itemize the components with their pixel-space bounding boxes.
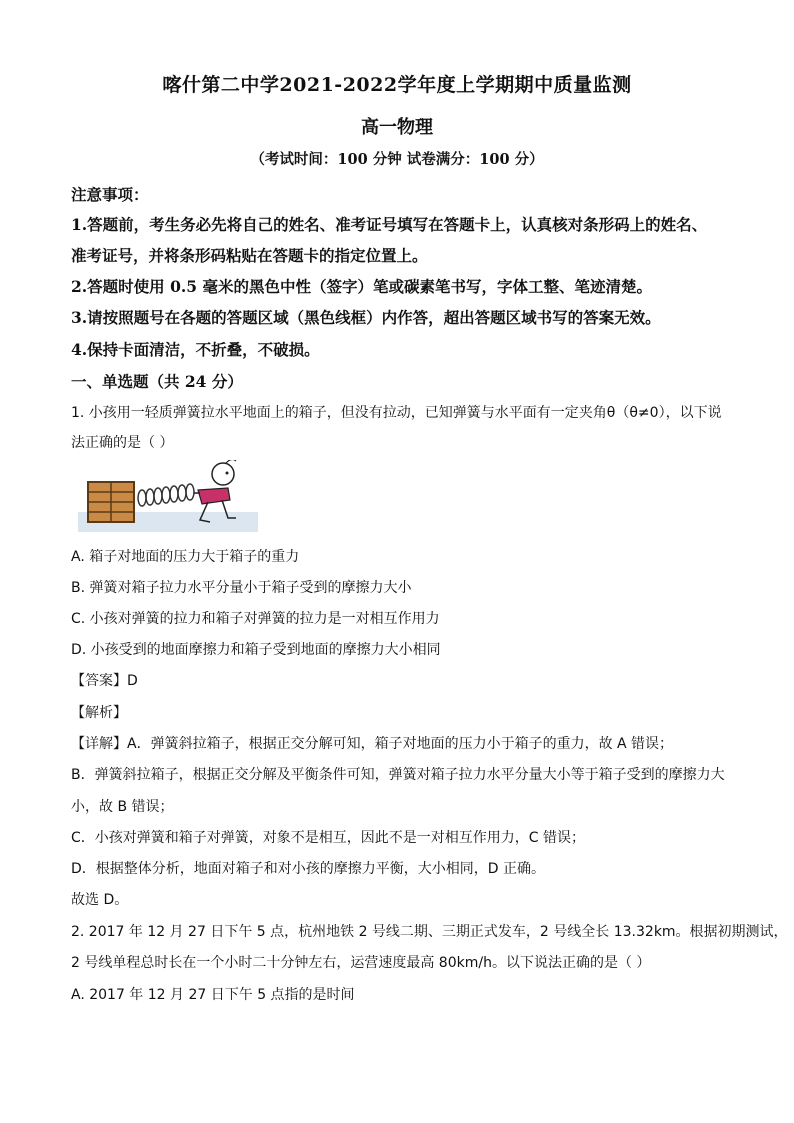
- q1-option-a: A. 箱子对地面的压力大于箱子的重力: [71, 549, 300, 565]
- q2-stem: 2 号线单程总时长在一个小时二十分钟左右，运营速度最高 80km/h。以下说法正确的是（ ）: [71, 955, 651, 971]
- q1-detail-line: 故选 D。: [71, 892, 129, 908]
- q1-figure-child-pulling-box: [78, 460, 258, 532]
- note-item: 1.答题前，考生务必先将自己的姓名、准考证号填写在答题卡上，认真核对条形码上的姓名、: [71, 215, 708, 234]
- q1-analysis-label: 【解析】: [71, 705, 127, 721]
- q1-stem: 法正确的是（ ）: [71, 435, 174, 451]
- q1-detail-line: 【详解】A．弹簧斜拉箱子，根据正交分解可知，箱子对地面的压力小于箱子的重力，故 A 错误；: [71, 736, 674, 752]
- q1-option-c: C. 小孩对弹簧的拉力和箱子对弹簧的拉力是一对相互作用力: [71, 611, 440, 627]
- q1-answer: 【答案】D: [71, 673, 138, 689]
- q1-detail-line: D．根据整体分析，地面对箱子和对小孩的摩擦力平衡，大小相同，D 正确。: [71, 861, 546, 877]
- subject-title: 高一物理: [361, 117, 433, 138]
- notes-heading: 注意事项：: [71, 185, 149, 204]
- q1-option-b: B. 弹簧对箱子拉力水平分量小于箱子受到的摩擦力大小: [71, 580, 412, 596]
- q1-detail-line: B．弹簧斜拉箱子，根据正交分解及平衡条件可知，弹簧对箱子拉力水平分量大小等于箱子受到的摩擦力大: [71, 767, 725, 783]
- q1-option-d: D. 小孩受到的地面摩擦力和箱子受到地面的摩擦力大小相同: [71, 642, 441, 658]
- note-item: 2.答题时使用 0.5 毫米的黑色中性（签字）笔或碳素笔书写，字体工整、笔迹清楚。: [71, 277, 652, 296]
- q2-option-a: A. 2017 年 12 月 27 日下午 5 点指的是时间: [71, 987, 355, 1003]
- q2-stem: 2. 2017 年 12 月 27 日下午 5 点，杭州地铁 2 号线二期、三期正式发车，2 号线全长 13.32km。根据初期测试，: [71, 924, 788, 940]
- exam-info: （考试时间：100 分钟 试卷满分：100 分）: [250, 151, 544, 168]
- note-item: 3.请按照题号在各题的答题区域（黑色线框）内作答，超出答题区域书写的答案无效。: [71, 308, 661, 327]
- note-item: 4.保持卡面清洁，不折叠，不破损。: [71, 340, 320, 359]
- q1-detail-line: 小，故 B 错误；: [71, 799, 174, 815]
- note-item: 准考证号，并将条形码粘贴在答题卡的指定位置上。: [71, 246, 428, 265]
- wooden-box: [88, 482, 134, 522]
- q1-stem: 1. 小孩用一轻质弹簧拉水平地面上的箱子，但没有拉动，已知弹簧与水平面有一定夹角θ（θ≠0），以下说: [71, 405, 722, 421]
- spring: [138, 484, 194, 506]
- exam-title: 喀什第二中学2021-2022学年度上学期期中质量监测: [162, 74, 632, 96]
- section-heading: 一、单选题（共 24 分）: [71, 372, 243, 391]
- q1-detail-line: C．小孩对弹簧和箱子对弹簧，对象不是相互，因此不是一对相互作用力，C 错误；: [71, 830, 585, 846]
